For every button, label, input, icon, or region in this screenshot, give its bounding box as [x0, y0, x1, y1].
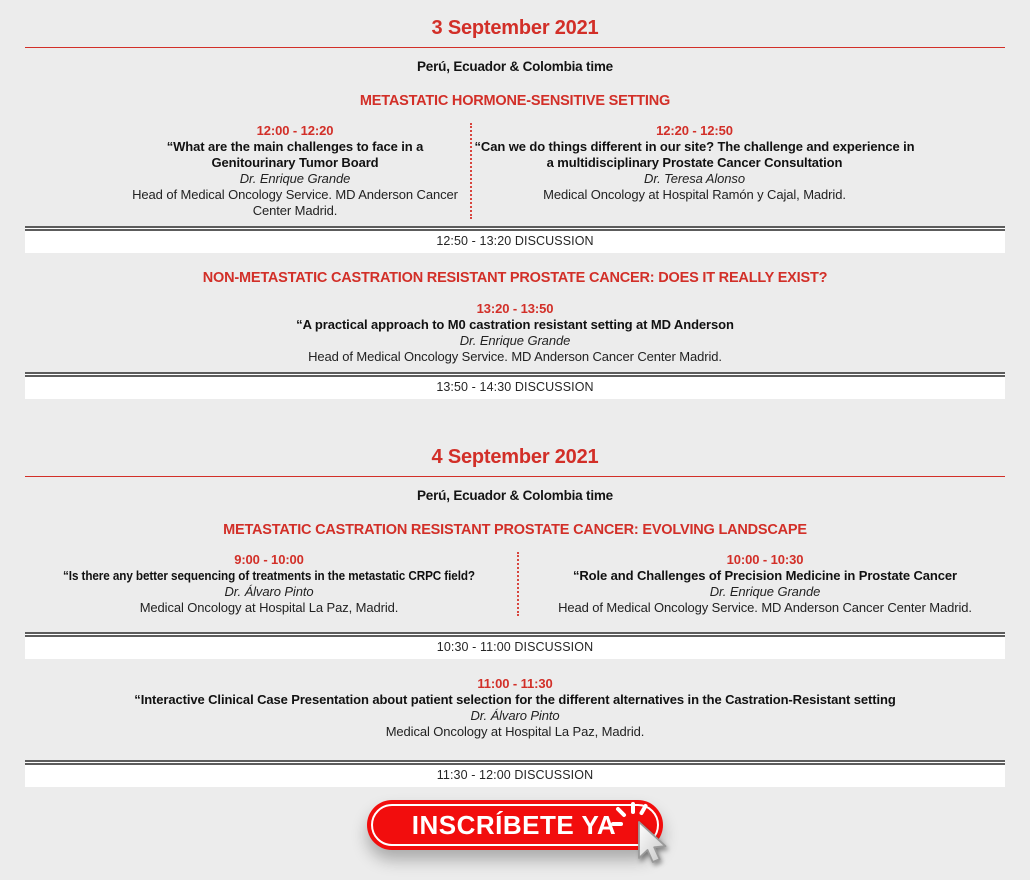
talk-time: 12:20 - 12:50	[656, 123, 733, 138]
talk-time: 12:00 - 12:20	[256, 123, 334, 138]
talk-block	[519, 552, 1005, 616]
talk-block	[25, 676, 1005, 740]
click-starburst-icon	[613, 804, 646, 824]
talks-columns	[25, 552, 1005, 616]
talk-speaker: Dr. Teresa Alonso	[644, 171, 745, 186]
inscribete-ya-button[interactable]	[367, 800, 663, 850]
talk-title: “Interactive Clinical Case Presentation about patient selection for the different alternatives in the Castration-Resistant setting	[134, 692, 896, 707]
talk-affiliation: Medical Oncology at Hospital La Paz, Madrid.	[139, 600, 399, 615]
discussion-bar: 10:30 - 11:00 DISCUSSION	[25, 632, 1005, 659]
talk-speaker: Dr. Enrique Grande	[239, 171, 351, 186]
discussion-bar: 11:30 - 12:00 DISCUSSION	[25, 760, 1005, 787]
talk-affiliation: Head of Medical Oncology Service. MD Anderson Cancer Center Madrid.	[558, 600, 972, 615]
talk-time: 11:00 - 11:30	[477, 676, 553, 691]
session-heading: METASTATIC CASTRATION RESISTANT PROSTATE CANCER: EVOLVING LANDSCAPE	[223, 522, 807, 538]
click-cursor-icon	[611, 800, 681, 870]
talk-speaker: Dr. Álvaro Pinto	[470, 708, 560, 723]
talk-speaker: Dr. Enrique Grande	[459, 333, 571, 348]
talk-title: “A practical approach to M0 castration resistant setting at MD Anderson	[296, 317, 734, 332]
talk-affiliation: Head of Medical Oncology Service. MD Anderson Cancer Center Madrid.	[308, 349, 722, 364]
day-title: 4 September 2021	[431, 446, 599, 468]
day-section-1	[0, 18, 1030, 399]
talk-title: “Role and Challenges of Precision Medicine in Prostate Cancer	[572, 568, 957, 583]
talk-affiliation: Medical Oncology at Hospital Ramón y Cajal, Madrid.	[543, 187, 846, 202]
talk-time: 9:00 - 10:00	[234, 552, 304, 567]
cta-label: INSCRÍBETE YA	[411, 809, 617, 840]
timezone-label: Perú, Ecuador & Colombia time	[417, 59, 613, 74]
talk-block	[25, 123, 470, 219]
talks-columns	[25, 123, 1005, 219]
talk-time: 10:00 - 10:30	[726, 552, 804, 567]
cursor-arrow-icon	[639, 822, 666, 862]
talk-speaker: Dr. Álvaro Pinto	[224, 584, 314, 599]
session-heading: NON-METASTATIC CASTRATION RESISTANT PROSTATE CANCER: DOES IT REALLY EXIST?	[202, 270, 828, 286]
discussion-bar: 12:50 - 13:20 DISCUSSION	[25, 226, 1005, 253]
talk-speaker: Dr. Enrique Grande	[709, 584, 821, 599]
discussion-bar: 13:50 - 14:30 DISCUSSION	[25, 372, 1005, 399]
talk-title: “Is there any better sequencing of treatments in the metastatic CRPC field?	[63, 568, 475, 583]
timezone-label: Perú, Ecuador & Colombia time	[417, 488, 613, 503]
talk-block	[25, 552, 517, 616]
session-heading: METASTATIC HORMONE-SENSITIVE SETTING	[359, 93, 671, 109]
talk-time: 13:20 - 13:50	[476, 301, 554, 316]
talk-block	[472, 123, 1005, 219]
talk-affiliation: Medical Oncology at Hospital La Paz, Madrid.	[385, 724, 645, 739]
talk-title: “What are the main challenges to face in a Genitourinary Tumor Board	[166, 139, 424, 170]
cta-area	[0, 800, 1030, 850]
day-section-2	[0, 447, 1030, 787]
day-title-rule	[25, 47, 1005, 48]
day-title: 3 September 2021	[431, 17, 599, 39]
day-title-rule	[25, 476, 1005, 477]
talk-block	[25, 301, 1005, 365]
talk-title: “Can we do things different in our site? The challenge and experience in a multidisciplinary Prostate Cancer Consultation	[474, 139, 915, 170]
talk-affiliation: Head of Medical Oncology Service. MD Anderson Cancer Center Madrid.	[132, 187, 458, 218]
